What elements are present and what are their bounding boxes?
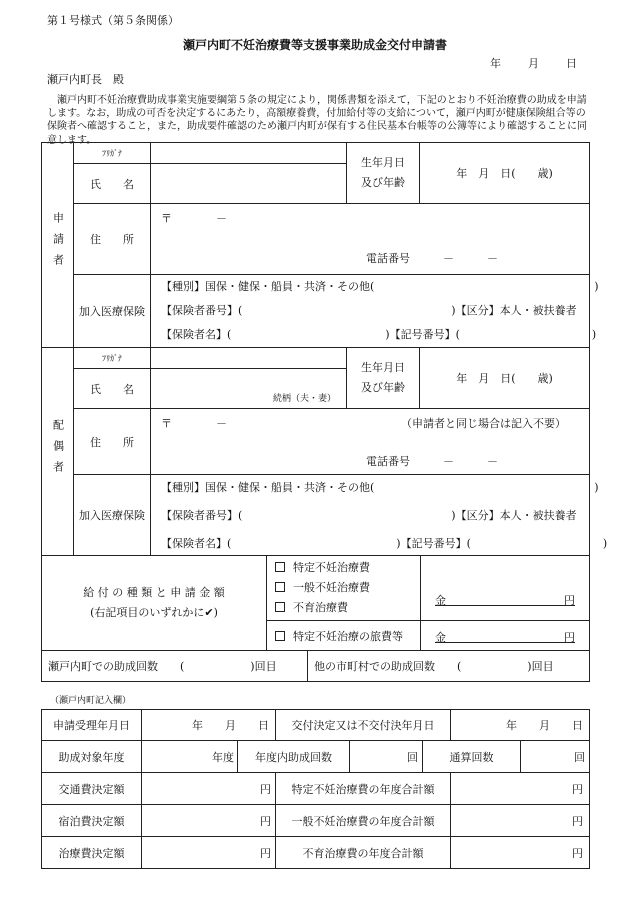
address-label: 住 所 (74, 204, 151, 275)
treatment-field[interactable]: 円 (142, 837, 276, 869)
date-day: 日 (566, 57, 577, 70)
option-recurrent[interactable]: 不育治療費 (275, 598, 420, 618)
received-date[interactable]: 年 月 日 (142, 710, 276, 741)
sum-specific-field[interactable]: 円 (451, 773, 590, 805)
spouse-phone-label: 電話番号 － － (366, 455, 498, 468)
name-field[interactable] (151, 164, 347, 204)
checkbox-icon[interactable] (275, 631, 285, 641)
other-count[interactable]: 他の市町村での助成回数 ( )回目 (308, 651, 590, 682)
target-year-field[interactable]: 年度 (142, 741, 238, 773)
date-year: 年 (490, 57, 501, 70)
count-in-year-field[interactable]: 回 (350, 741, 423, 773)
spouse-name-field[interactable] (151, 369, 347, 409)
spouse-insurance-label: 加入医療保険 (74, 475, 151, 556)
treatment-label: 治療費決定額 (42, 837, 142, 869)
decision-date[interactable]: 年 月 日 (451, 710, 590, 741)
decision-label: 交付決定又は不交付決年月日 (276, 710, 451, 741)
checkbox-icon[interactable] (275, 562, 285, 572)
postal-mark: 〒 － (161, 212, 227, 225)
sum-general-field[interactable]: 円 (451, 805, 590, 837)
spouse-insurer-number: 【保険者番号】( )【区分】本人・被扶養者 (161, 509, 577, 522)
addressee: 瀬戸内町長 殿 (47, 73, 124, 86)
spouse-furigana-label: ﾌﾘｶﾞﾅ (74, 348, 151, 369)
total-count-field[interactable]: 回 (521, 741, 590, 773)
office-table-1 (41, 709, 590, 741)
form-title: 瀬戸内町不妊治療費等支援事業助成金交付申請書 (182, 38, 447, 52)
target-year-label: 助成対象年度 (42, 741, 142, 773)
phone-label: 電話番号 － － (366, 252, 498, 265)
checkbox-icon[interactable] (275, 582, 285, 592)
office-table-3 (41, 772, 590, 869)
count-in-year-label: 年度内助成回数 (238, 741, 350, 773)
applicant-section-label: 申請者 (42, 143, 74, 348)
kin-label: 金 (435, 631, 446, 644)
spouse-furigana-field[interactable] (151, 348, 347, 369)
yen-label: 円 (564, 594, 575, 607)
lodging-field[interactable]: 円 (142, 805, 276, 837)
yen-label: 円 (564, 631, 575, 644)
sum-recurrent-field[interactable]: 円 (451, 837, 590, 869)
insurance-type: 【種別】国保・健保・船員・共済・その他( ) (161, 280, 599, 293)
office-caption: （瀬戸内町記入欄） (50, 696, 132, 706)
sum-general-label: 一般不妊治療費の年度合計額 (276, 805, 451, 837)
intro-paragraph: 瀬戸内町不妊治療費助成事業実施要綱第５条の規定により，関係書類を添えて，下記のとおり不妊治療費の助成を申請します。なお，助成の可否を決定するにあたり，高額療養費，付加給付等の支給について，瀬戸内町が健康保険組合等の保険者へ確認すること，また，助成要件確認のため瀬戸内町が保有する住民基本台帳等の公簿等により確認することに同意します。 (47, 95, 587, 146)
amount-field-1[interactable] (421, 556, 590, 621)
office-table-2 (41, 740, 590, 773)
insurance-label: 加入医療保険 (74, 275, 151, 348)
spouse-birth-field[interactable]: 年 月 日( 歳) (420, 348, 590, 409)
town-count[interactable]: 瀬戸内町での助成回数 ( )回目 (42, 651, 308, 682)
spouse-address-field[interactable] (151, 409, 590, 475)
amount-field-2[interactable] (421, 621, 590, 651)
option-general[interactable]: 一般不妊治療費 (275, 578, 420, 598)
lodging-label: 宿泊費決定額 (42, 805, 142, 837)
spouse-name-label: 氏 名 (74, 369, 151, 409)
benefit-table (41, 555, 590, 651)
sum-specific-label: 特定不妊治療費の年度合計額 (276, 773, 451, 805)
sum-recurrent-label: 不育治療費の年度合計額 (276, 837, 451, 869)
insurer-number: 【保険者番号】( )【区分】本人・被扶養者 (161, 304, 577, 317)
same-note: （申請者と同じ場合は記入不要） (401, 417, 566, 430)
insurer-name: 【保険者名】( )【記号番号】( ) (161, 328, 597, 341)
transport-field[interactable]: 円 (142, 773, 276, 805)
total-count-label: 通算回数 (423, 741, 521, 773)
counts-table (41, 650, 590, 682)
birth-label: 生年月日 及び年齢 (347, 143, 420, 204)
spouse-insurer-name: 【保険者名】( )【記号番号】( ) (161, 537, 608, 550)
spouse-section-label: 配偶者 (42, 348, 74, 556)
option-travel[interactable]: 特定不妊治療の旅費等 (267, 621, 421, 651)
option-specific[interactable]: 特定不妊治療費 (275, 558, 420, 578)
insurance-field[interactable] (151, 275, 599, 348)
spouse-insurance-field[interactable] (151, 475, 608, 556)
spouse-address-label: 住 所 (74, 409, 151, 475)
address-field[interactable] (151, 204, 590, 275)
date-month: 月 (528, 57, 539, 70)
relation-label: 続柄（夫・妻） (272, 394, 336, 404)
kin-label: 金 (435, 594, 446, 607)
applicant-table (41, 142, 599, 348)
benefit-label: 給 付 の 種 類 と 申 請 金 額 (右記項目のいずれかに✔) (42, 556, 267, 651)
spouse-table (41, 347, 608, 556)
furigana-field[interactable] (151, 143, 347, 164)
form-number: 第１号様式（第５条関係） (47, 14, 179, 27)
spouse-birth-label: 生年月日 及び年齢 (347, 348, 420, 409)
spouse-postal-mark: 〒 － (161, 417, 227, 430)
furigana-label: ﾌﾘｶﾞﾅ (74, 143, 151, 164)
benefit-options (267, 556, 421, 621)
checkbox-icon[interactable] (275, 602, 285, 612)
name-label: 氏 名 (74, 164, 151, 204)
transport-label: 交通費決定額 (42, 773, 142, 805)
spouse-insurance-type: 【種別】国保・健保・船員・共済・その他( ) (161, 481, 599, 494)
birth-field[interactable]: 年 月 日( 歳) (420, 143, 590, 204)
received-label: 申請受理年月日 (42, 710, 142, 741)
